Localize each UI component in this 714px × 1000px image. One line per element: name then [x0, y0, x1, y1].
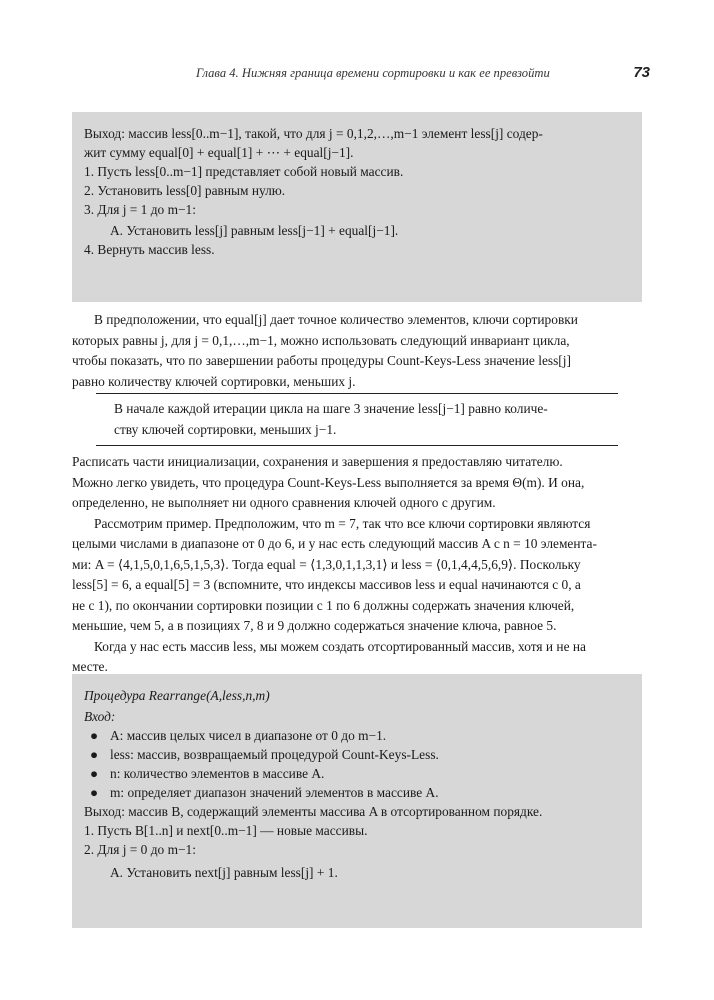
input-item-n: [84, 764, 628, 783]
output-line: Выход: массив less[0..m−1], такой, что для j = 0,1,2,…,m−1 элемент less[j] содер-: [84, 126, 543, 141]
paragraph-line: В предположении, что equal[j] дает точное количество элементов, ключи сортировки: [94, 312, 578, 327]
paragraph-line: Когда у нас есть массив less, мы можем создать отсортированный массив, хотя и не на: [94, 638, 586, 654]
procedure-box-count-keys-less-end: [72, 112, 642, 302]
paragraph-invariant-intro: [72, 310, 642, 392]
bullet-icon: ●: [90, 766, 99, 782]
step-3a: A. Установить less[j] равным less[j−1] + equal[j−1].: [110, 223, 399, 239]
output-line-continued: жит сумму equal[0] + equal[1] + ⋯ + equal[j−1].: [84, 145, 354, 161]
step-2: 2. Для j = 0 до m−1:: [84, 842, 196, 858]
paragraph-line: которых равны j, для j = 0,1,…,m−1, можно использовать следующий инвариант цикла,: [72, 332, 570, 348]
bullet-icon: ●: [90, 728, 99, 744]
paragraph-line: Расписать части инициализации, сохранения и завершения я предоставляю читателю.: [72, 454, 563, 469]
step-2a: A. Установить next[j] равным less[j] + 1.: [110, 865, 338, 881]
output-line: Выход: массив B, содержащий элементы массива A в отсортированном порядке.: [84, 804, 543, 820]
paragraph-line: целыми числами в диапазоне от 0 до 6, и у нас есть следующий массив A с n = 10 элемента-: [72, 536, 597, 551]
procedure-box-rearrange: [72, 674, 642, 928]
step-1: 1. Пусть B[1..n] и next[0..m−1] — новые массивы.: [84, 823, 368, 839]
input-item-m: [84, 783, 628, 802]
paragraph-line: равно количеству ключей сортировки, меньших j.: [72, 373, 356, 389]
input-item-text: n: количество элементов в массиве A.: [110, 766, 325, 782]
paragraph-line: месте.: [72, 659, 108, 674]
input-item-a: [84, 726, 628, 745]
paragraph-line: меньшие, чем 5, а в позициях 7, 8 и 9 должно содержаться значение ключа, равное 5.: [72, 618, 557, 633]
paragraph-line: Рассмотрим пример. Предположим, что m = 7, так что все ключи сортировки являются: [94, 515, 591, 531]
chapter-title: Глава 4. Нижняя граница времени сортировки и как ее превзойти: [196, 66, 550, 80]
loop-invariant: [96, 393, 618, 446]
input-label: Вход:: [84, 709, 116, 725]
paragraph-line: определенно, не выполняет ни одного сравнения ключей одного с другим.: [72, 495, 496, 510]
input-item-text: m: определяет диапазон значений элементов в массиве A.: [110, 785, 439, 801]
step-4: 4. Вернуть массив less.: [84, 242, 215, 258]
input-item-text: A: массив целых чисел в диапазоне от 0 до m−1.: [110, 728, 387, 744]
paragraph-example: [72, 452, 642, 678]
paragraph-line: less[5] = 6, а equal[5] = 3 (вспомните, что индексы массивов less и equal начинаются с 0, а: [72, 577, 581, 592]
step-2: 2. Установить less[0] равным нулю.: [84, 183, 286, 199]
procedure-title: Процедура Rearrange(A,less,n,m): [84, 688, 270, 703]
bullet-icon: ●: [90, 785, 99, 801]
running-head: [196, 64, 650, 81]
invariant-line: В начале каждой итерации цикла на шаге 3 значение less[j−1] равно количе-: [114, 401, 548, 416]
paragraph-line: ми: A = ⟨4,1,5,0,1,6,5,1,5,3⟩. Тогда equal = ⟨1,3,0,1,1,3,1⟩ и less = ⟨0,1,4,4,5,6,9⟩. Поскольку: [72, 556, 581, 572]
bullet-icon: ●: [90, 747, 99, 763]
step-1: 1. Пусть less[0..m−1] представляет собой новый массив.: [84, 164, 404, 180]
paragraph-line: чтобы показать, что по завершении работы процедуры Count-Keys-Less значение less[j]: [72, 353, 571, 368]
page-number: 73: [633, 64, 650, 81]
paragraph-line: не с 1), по окончании сортировки позиции с 1 по 6 должны содержать значения ключей,: [72, 597, 575, 613]
paragraph-line: Можно легко увидеть, что процедура Count-Keys-Less выполняется за время Θ(m). И она,: [72, 474, 585, 490]
input-item-less: [84, 745, 628, 764]
input-item-text: less: массив, возвращаемый процедурой Count-Keys-Less.: [110, 747, 439, 763]
invariant-line: ству ключей сортировки, меньших j−1.: [114, 421, 337, 437]
step-3: 3. Для j = 1 до m−1:: [84, 202, 196, 218]
